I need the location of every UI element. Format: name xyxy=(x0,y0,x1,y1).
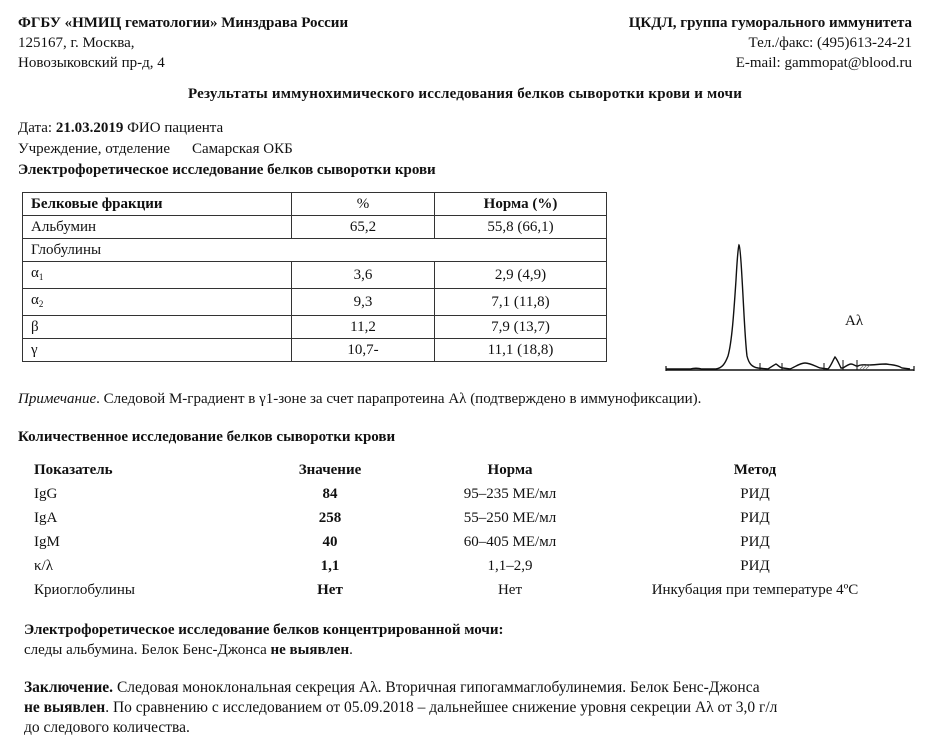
conclusion xyxy=(24,678,777,738)
protein-fractions-table xyxy=(22,192,607,362)
conclusion-line-2: не выявлен. По сравнению с исследованием от 05.09.2018 – дальнейшее снижение уровня секреции Aλ от 3,0 г/л xyxy=(24,699,778,716)
lab-header xyxy=(629,13,912,73)
fraction-value: 11,2 xyxy=(292,316,435,339)
quant-value: 84 xyxy=(322,486,338,502)
institution-line xyxy=(18,139,436,160)
densitogram-curve xyxy=(666,245,910,369)
note-label: Примечание xyxy=(18,391,97,407)
fraction-name: Альбумин xyxy=(23,216,292,239)
fraction-value: 3,6 xyxy=(292,262,435,289)
lab-phone: Тел./факс: (495)613-24-21 xyxy=(748,35,912,51)
quant-name: IgA xyxy=(34,510,58,526)
table-row xyxy=(23,316,607,339)
quant-norm: Нет xyxy=(497,582,523,598)
fraction-name: β xyxy=(23,316,292,339)
quant-norm: 95–235 МЕ/мл xyxy=(463,486,557,502)
quant-header-row xyxy=(0,458,930,482)
fraction-norm: 55,8 (66,1) xyxy=(435,216,607,239)
org-header xyxy=(18,13,348,73)
fraction-norm: 7,1 (11,8) xyxy=(435,289,607,316)
fraction-name: $\alpha_2$ xyxy=(23,289,292,316)
table-header-row xyxy=(23,193,607,216)
conclusion-line-3: до следового количества. xyxy=(24,719,190,736)
fraction-value: 10,7- xyxy=(292,339,435,362)
quant-name: IgM xyxy=(34,534,60,550)
quant-row xyxy=(0,578,930,602)
quant-value: Нет xyxy=(317,582,343,598)
quant-row xyxy=(0,530,930,554)
densitogram-label: Aλ xyxy=(845,313,864,329)
quant-method: РИД xyxy=(740,510,770,526)
document-title: Результаты иммунохимического исследования белков сыворотки крови и мочи xyxy=(187,86,743,102)
fraction-name: γ xyxy=(23,339,292,362)
org-address-line-2: Новозыковский пр-д, 4 xyxy=(18,55,165,71)
fraction-norm: 11,1 (18,8) xyxy=(435,339,607,362)
fraction-name: $\alpha_1$ xyxy=(23,262,292,289)
org-name: ФГБУ «НМИЦ гематологии» Минздрава России xyxy=(18,15,349,31)
patient-meta xyxy=(18,118,436,181)
institution-label: Учреждение, отделение xyxy=(18,141,170,157)
quant-method: РИД xyxy=(740,534,770,550)
conclusion-line-1: Заключение. Следовая моноклональная секреция Aλ. Вторичная гипогаммаглобулинемия. Белок Бенс-Джонса xyxy=(24,679,760,696)
date-label: Дата: xyxy=(18,120,53,136)
header-fractions: Белковые фракции xyxy=(23,193,292,216)
fraction-norm: 2,9 (4,9) xyxy=(435,262,607,289)
patient-label: ФИО пациента xyxy=(127,120,224,136)
urine-result: следы альбумина. Белок Бенс-Джонса не выявлен. xyxy=(24,642,353,658)
quant-norm: 60–405 МЕ/мл xyxy=(463,534,557,550)
quant-header-norm: Норма xyxy=(487,462,533,478)
quant-norm: 55–250 МЕ/мл xyxy=(463,510,557,526)
quant-value: 258 xyxy=(318,510,342,526)
quant-name: Криоглобулины xyxy=(34,582,135,598)
table-row xyxy=(23,262,607,289)
conclusion-label: Заключение. xyxy=(24,679,114,696)
electrophoresis-section-title: Электрофоретическое исследование белков сыворотки крови xyxy=(18,162,436,178)
urine-section xyxy=(24,620,503,660)
quant-row xyxy=(0,554,930,578)
quant-header-method: Метод xyxy=(733,462,777,478)
quant-name: IgG xyxy=(34,486,58,502)
fraction-value: 65,2 xyxy=(292,216,435,239)
header-norm: Норма (%) xyxy=(435,193,607,216)
lab-name: ЦКДЛ, группа гуморального иммунитета xyxy=(628,15,912,31)
quant-section-title: Количественное исследование белков сыворотки крови xyxy=(18,429,396,445)
date-line xyxy=(18,118,436,139)
quant-row xyxy=(0,506,930,530)
quant-row xyxy=(0,482,930,506)
fraction-norm: 7,9 (13,7) xyxy=(435,316,607,339)
quant-method: Инкубация при температуре 4ºC xyxy=(651,582,859,598)
note-text: . Следовой М-градиент в γ1-зоне за счет парапротеина Aλ (подтверждено в иммунофиксации). xyxy=(96,391,702,407)
org-address-line-1: 125167, г. Москва, xyxy=(18,35,135,51)
fraction-value: 9,3 xyxy=(292,289,435,316)
table-row xyxy=(23,289,607,316)
quant-name: κ/λ xyxy=(34,558,53,574)
quant-value: 1,1 xyxy=(320,558,340,574)
quant-value: 40 xyxy=(322,534,338,550)
table-row xyxy=(23,339,607,362)
quant-method: РИД xyxy=(740,486,770,502)
urine-section-title: Электрофоретическое исследование белков концентрированной мочи: xyxy=(24,622,504,638)
quant-header-name: Показатель xyxy=(34,462,113,478)
date-value: 21.03.2019 xyxy=(55,120,124,136)
header-percent: % xyxy=(292,193,435,216)
globulins-label: Глобулины xyxy=(23,239,607,262)
institution-value: Самарская ОКБ xyxy=(192,141,293,157)
quant-method: РИД xyxy=(740,558,770,574)
quant-norm: 1,1–2,9 xyxy=(487,558,533,574)
lab-email: E-mail: gammopat@blood.ru xyxy=(735,55,912,71)
note xyxy=(18,391,701,408)
table-row xyxy=(23,216,607,239)
table-row-globulins xyxy=(23,239,607,262)
densitogram xyxy=(640,230,930,380)
quant-header-value: Значение xyxy=(298,462,362,478)
